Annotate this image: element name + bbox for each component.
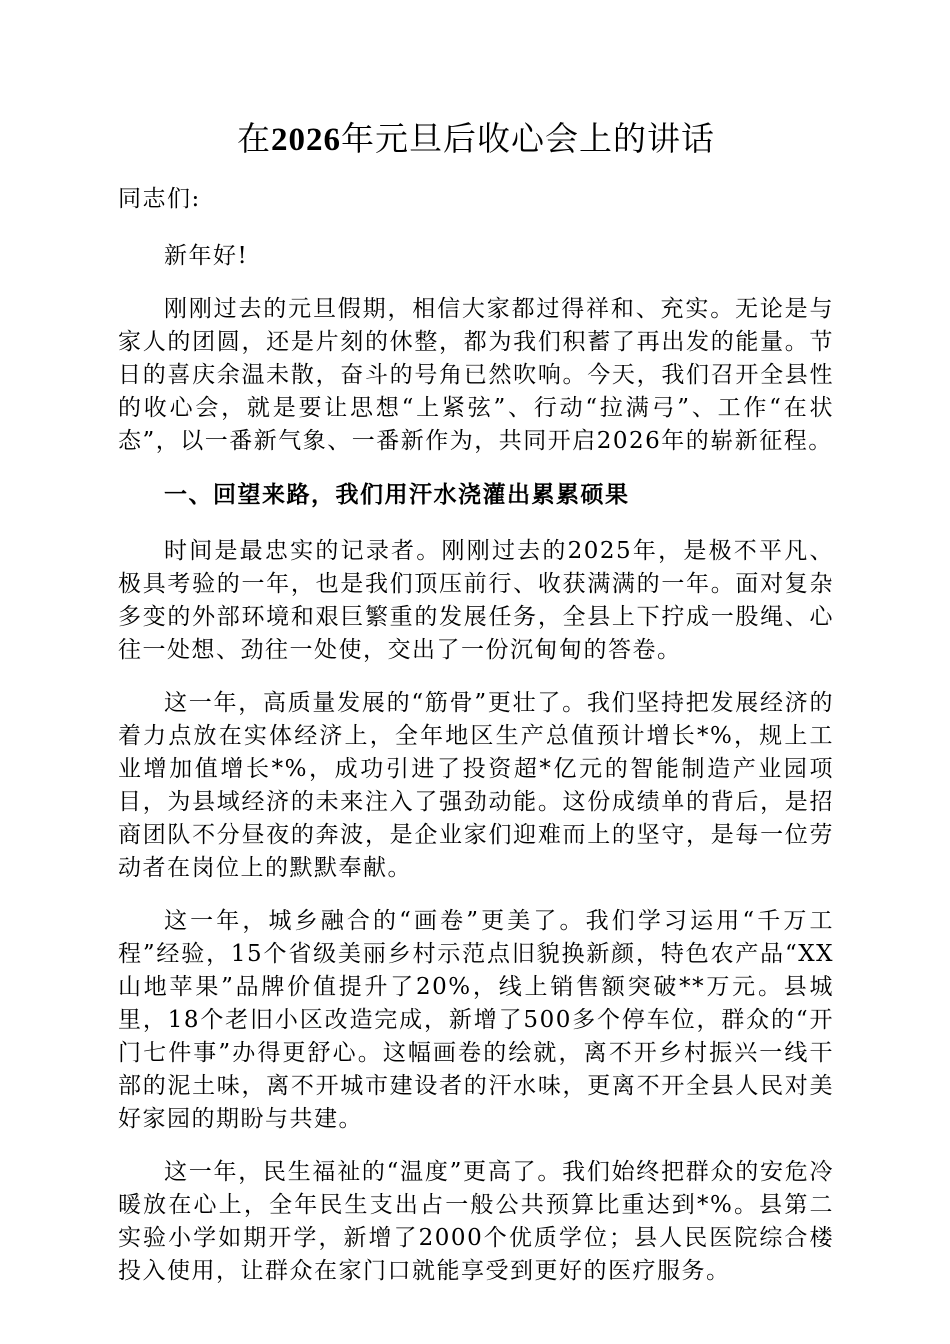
title-year: 2026 xyxy=(271,122,341,158)
body-paragraph: 这一年，民生福祉的“温度”更高了。我们始终把群众的安危冷暖放在心上，全年民生支出占一般公共预算比重达到*%。县第二实验小学如期开学，新增了2000个优质学位；县人民医院综合楼投入使用，让群众在家门口就能享受到更好的医疗服务。 xyxy=(118,1159,834,1284)
title-suffix: 年元旦后收心会上的讲话 xyxy=(341,119,715,158)
intro-paragraph: 刚刚过去的元旦假期，相信大家都过得祥和、充实。无论是与家人的团圆，还是片刻的休整，都为我们积蓄了再出发的能量。节日的喜庆余温未散，奋斗的号角已然吹响。今天，我们召开全县性的收心会，就是要让思想“上紧弦”、行动“拉满弓”、工作“在状态”，以一番新气象、一番新作为，共同开启2026年的崭新征程。 xyxy=(118,296,834,454)
section-heading: 一、回望来路，我们用汗水浇灌出累累硕果 xyxy=(164,481,630,508)
body-paragraph: 这一年，高质量发展的“筋骨”更壮了。我们坚持把发展经济的着力点放在实体经济上，全年地区生产总值预计增长*%，规上工业增加值增长*%，成功引进了投资超*亿元的智能制造产业园项目，为县域经济的未来注入了强劲动能。这份成绩单的背后，是招商团队不分昼夜的奔波，是企业家们迎难而上的坚守，是每一位劳动者在岗位上的默默奉献。 xyxy=(118,690,834,881)
salutation: 同志们: xyxy=(118,186,201,212)
body-paragraph: 时间是最忠实的记录者。刚刚过去的2025年，是极不平凡、极具考验的一年，也是我们顶压前行、收获满满的一年。面对复杂多变的外部环境和艰巨繁重的发展任务，全县上下拧成一股绳、心往一处想、劲往一处使，交出了一份沉甸甸的答卷。 xyxy=(118,538,834,663)
new-year-greeting: 新年好! xyxy=(164,243,249,269)
body-paragraph: 这一年，城乡融合的“画卷”更美了。我们学习运用“千万工程”经验，15个省级美丽乡村示范点旧貌换新颜，特色农产品“XX山地苹果”品牌价值提升了20%，线上销售额突破**万元。县城里，18个老旧小区改造完成，新增了500多个停车位，群众的“开门七件事”办得更舒心。这幅画卷的绘就，离不开乡村振兴一线干部的泥土味，离不开城市建设者的汗水味，更离不开全县人民对美好家园的期盼与共建。 xyxy=(118,908,834,1132)
document-title xyxy=(118,118,834,161)
document-page xyxy=(118,118,834,1308)
title-prefix: 在 xyxy=(237,119,271,158)
